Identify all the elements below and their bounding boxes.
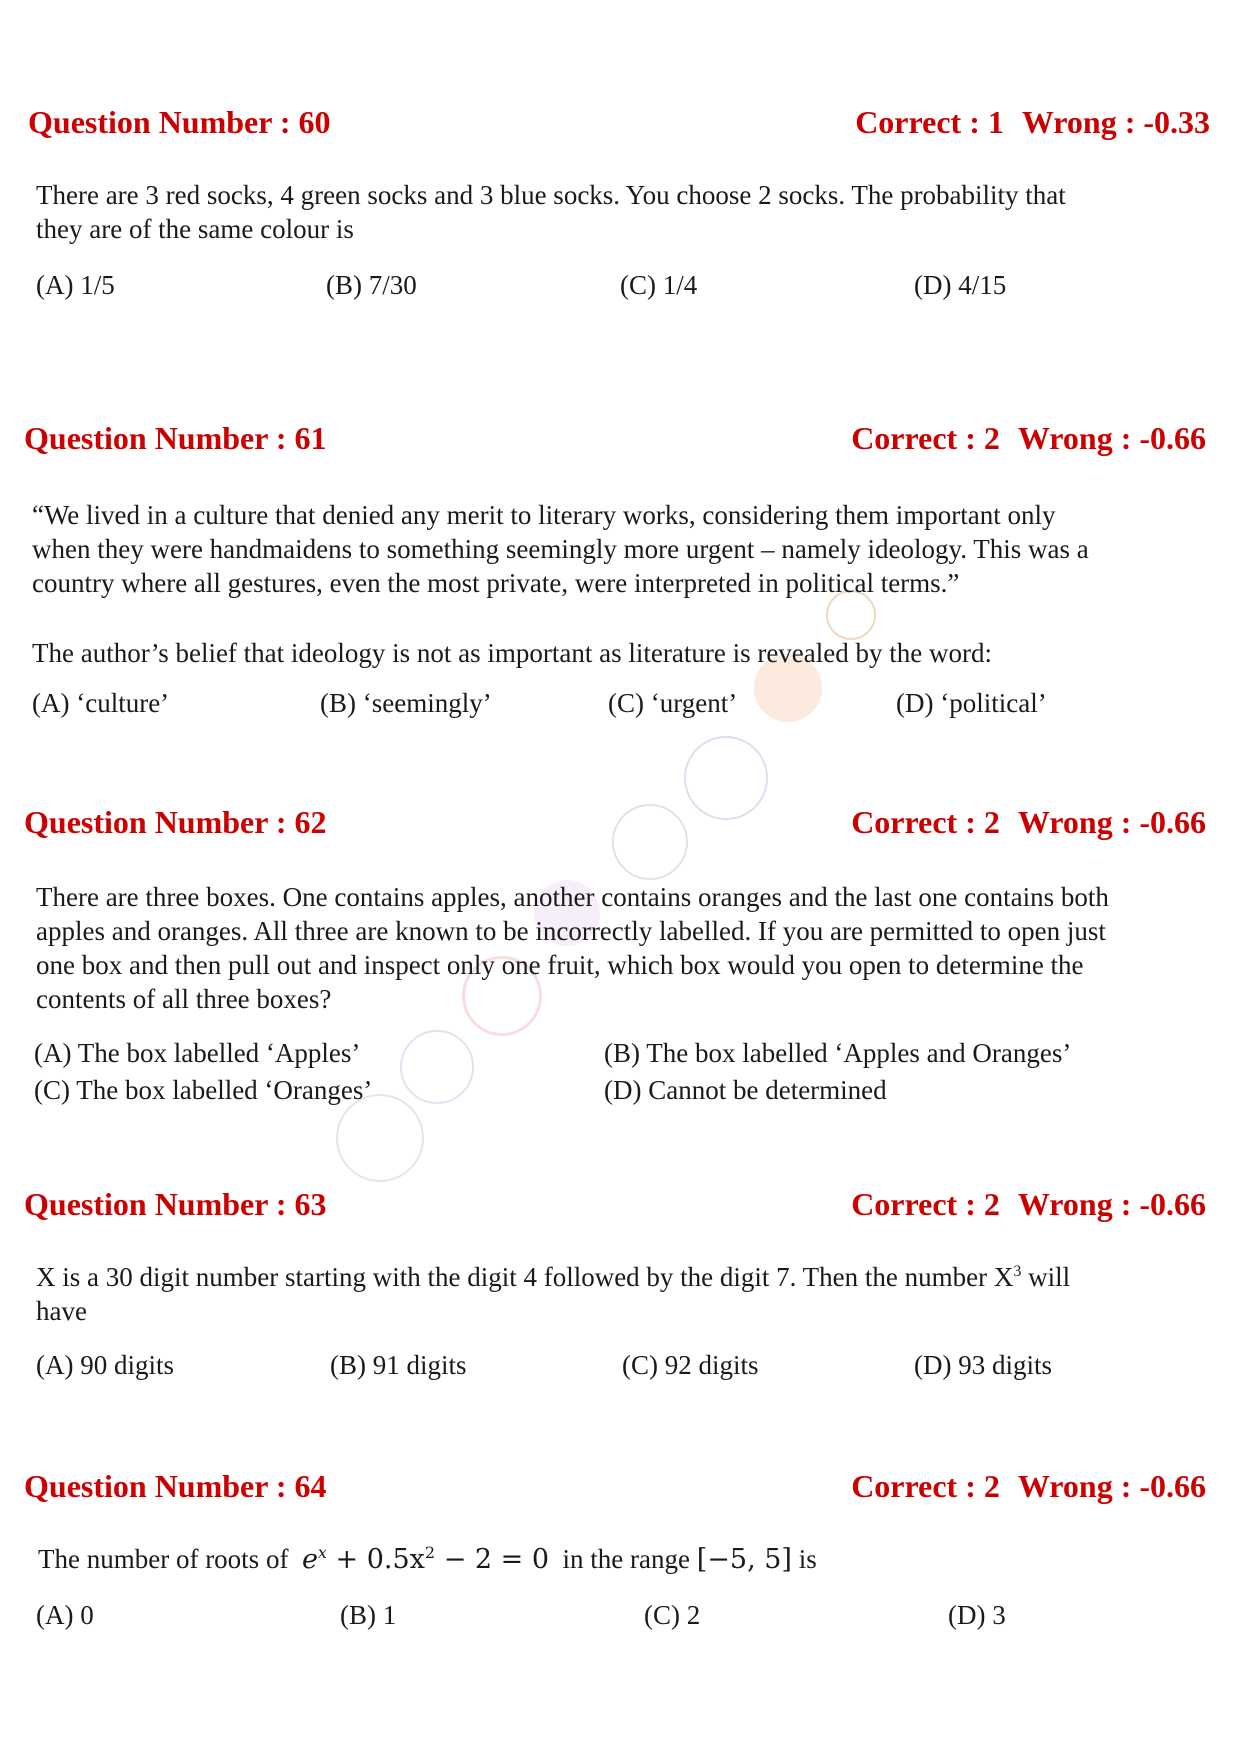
marking-scheme — [855, 104, 1210, 141]
option-a: (A) 90 digits — [36, 1350, 174, 1380]
watermark-seal — [400, 1030, 474, 1104]
text-run: is — [798, 1544, 817, 1574]
option-b: (B) 7/30 — [326, 270, 417, 300]
option-b: (B) The box labelled ‘Apples and Oranges’ — [604, 1038, 1072, 1068]
question-number: Question Number : 64 — [24, 1468, 327, 1504]
option-a: (A) ‘culture’ — [32, 688, 170, 718]
marking-scheme — [851, 1468, 1206, 1505]
option-c: (C) 2 — [644, 1600, 701, 1630]
exponent: x — [317, 1543, 327, 1562]
question-number: Question Number : 60 — [28, 104, 331, 140]
option-c: (C) 92 digits — [622, 1350, 759, 1380]
text-run: will — [1021, 1262, 1071, 1292]
option-b: (B) 1 — [340, 1600, 397, 1630]
question-prompt: The author’s belief that ideology is not as important as literature is revealed by the word: — [32, 638, 992, 668]
wrong-marks: Wrong : -0.66 — [1017, 804, 1206, 840]
text-line — [36, 1260, 1212, 1294]
wrong-marks: Wrong : -0.33 — [1021, 104, 1210, 140]
question-text — [38, 1542, 1210, 1577]
option-d: (D) 93 digits — [914, 1350, 1052, 1380]
question-number: Question Number : 63 — [24, 1186, 327, 1222]
correct-marks: Correct : 2 — [851, 1468, 1000, 1504]
correct-marks: Correct : 2 — [851, 420, 1000, 456]
text-line: one box and then pull out and inspect only one fruit, which box would you open to determine the — [36, 950, 1084, 980]
text-line: contents of all three boxes? — [36, 984, 332, 1014]
option-d: (D) 3 — [948, 1600, 1006, 1630]
exponent: 2 — [424, 1543, 436, 1562]
option-c: (C) The box labelled ‘Oranges’ — [34, 1075, 373, 1105]
marking-scheme — [851, 1186, 1206, 1223]
text-run: in the range — [562, 1544, 690, 1574]
exponent: 3 — [1013, 1263, 1022, 1280]
question-number: Question Number : 61 — [24, 420, 327, 456]
wrong-marks: Wrong : -0.66 — [1017, 1468, 1206, 1504]
wrong-marks: Wrong : -0.66 — [1017, 1186, 1206, 1222]
question-header — [0, 804, 1240, 844]
equation — [302, 1544, 549, 1575]
text-line: have — [36, 1296, 87, 1326]
question-header — [0, 104, 1240, 144]
option-a: (A) The box labelled ‘Apples’ — [34, 1038, 361, 1068]
question-text — [36, 1260, 1212, 1328]
option-d: (D) Cannot be determined — [604, 1075, 887, 1105]
math-term: + 0.5x — [326, 1544, 425, 1575]
wrong-marks: Wrong : -0.66 — [1017, 420, 1206, 456]
option-d: (D) 4/15 — [914, 270, 1007, 300]
marking-scheme — [851, 804, 1206, 841]
correct-marks: Correct : 2 — [851, 804, 1000, 840]
question-number: Question Number : 62 — [24, 804, 327, 840]
question-header — [0, 1468, 1240, 1508]
text-line: country where all gestures, even the most private, were interpreted in political terms.” — [32, 568, 960, 598]
option-c: (C) ‘urgent’ — [608, 688, 738, 718]
marking-scheme — [851, 420, 1206, 457]
option-a: (A) 1/5 — [36, 270, 115, 300]
question-text — [36, 880, 1214, 1016]
correct-marks: Correct : 2 — [851, 1186, 1000, 1222]
text-run: X is a 30 digit number starting with the digit 4 followed by the digit 7. Then the number X — [36, 1262, 1014, 1292]
text-line: “We lived in a culture that denied any merit to literary works, considering them important only — [32, 500, 1056, 530]
option-b: (B) ‘seemingly’ — [320, 688, 492, 718]
math-term: − 2 = 0 — [435, 1544, 550, 1575]
text-line: when they were handmaidens to something seemingly more urgent – namely ideology. This was a — [32, 534, 1089, 564]
range: [−5, 5] — [696, 1544, 792, 1575]
text-line: apples and oranges. All three are known to be incorrectly labelled. If you are permitted to open just — [36, 916, 1106, 946]
question-text — [36, 178, 1210, 246]
watermark-seal — [336, 1094, 424, 1182]
question-header — [0, 1186, 1240, 1226]
option-b: (B) 91 digits — [330, 1350, 467, 1380]
text-line: There are three boxes. One contains apples, another contains oranges and the last one contains both — [36, 882, 1109, 912]
option-c: (C) 1/4 — [620, 270, 698, 300]
correct-marks: Correct : 1 — [855, 104, 1004, 140]
option-a: (A) 0 — [36, 1600, 94, 1630]
text-run: The number of roots of — [38, 1544, 289, 1574]
text-line: they are of the same colour is — [36, 214, 354, 244]
text-line: There are 3 red socks, 4 green socks and 3 blue socks. You choose 2 socks. The probability that — [36, 180, 1066, 210]
question-header — [0, 420, 1240, 460]
quote-text — [32, 498, 1210, 600]
math-base: e — [301, 1544, 318, 1575]
option-d: (D) ‘political’ — [896, 688, 1047, 718]
